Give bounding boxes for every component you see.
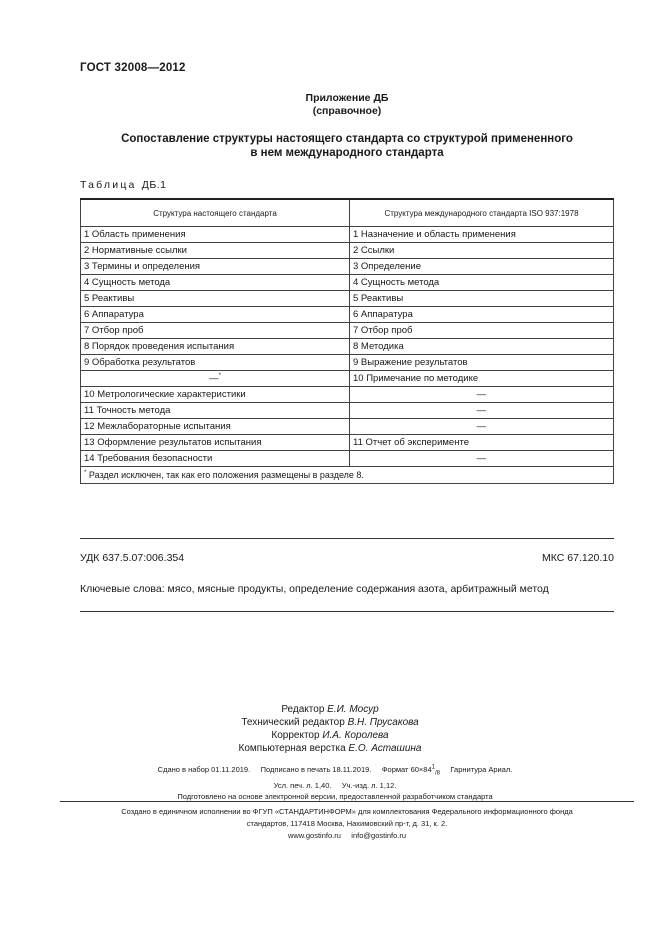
table-cell: 5 Реактивы xyxy=(81,291,350,307)
table-cell: 7 Отбор проб xyxy=(81,323,350,339)
keywords: Ключевые слова: мясо, мясные продукты, определение содержания азота, арбитражный метод xyxy=(80,583,549,595)
table-row xyxy=(81,275,614,291)
table-cell: 5 Реактивы xyxy=(350,291,614,307)
footnote-marker: * xyxy=(218,372,221,379)
table-cell-dash: — xyxy=(350,419,614,435)
table-row xyxy=(81,419,614,435)
table-cell-dash: — xyxy=(350,451,614,467)
table-cell-dash xyxy=(81,371,350,387)
mks-code: МКС 67.120.10 xyxy=(542,552,614,564)
table-row xyxy=(81,435,614,451)
divider-publisher xyxy=(60,801,634,802)
table-cell: 9 Выражение результатов xyxy=(350,355,614,371)
staff-name: И.А. Королева xyxy=(322,730,389,741)
section-title-line-1: Сопоставление структуры настоящего стандарта со структурой примененного xyxy=(121,133,573,145)
table-cell: 9 Обработка результатов xyxy=(81,355,350,371)
staff-line xyxy=(100,742,560,755)
table-cell: 3 Определение xyxy=(350,259,614,275)
table-cell: 13 Оформление результатов испытания xyxy=(81,435,350,451)
table-cell: 6 Аппаратура xyxy=(81,307,350,323)
table-cell-dash: — xyxy=(350,387,614,403)
appendix-heading xyxy=(80,92,614,118)
print-info-line-3: Подготовлено на основе электронной версии, предоставленной разработчиком стандарта xyxy=(177,791,493,801)
table-row xyxy=(81,355,614,371)
table-row xyxy=(81,307,614,323)
table-label-word: Таблица xyxy=(80,179,137,191)
section-title xyxy=(80,132,614,160)
dash-text: — xyxy=(209,373,219,384)
table-cell: 1 Назначение и область применения xyxy=(350,227,614,243)
table-cell: 4 Сущность метода xyxy=(350,275,614,291)
table-row xyxy=(81,339,614,355)
format-sup: 1 xyxy=(431,764,435,771)
staff-line xyxy=(100,703,560,716)
table-header-cell: Структура международного стандарта ISO 937:1978 xyxy=(350,199,614,227)
staff-line xyxy=(100,716,560,729)
section-title-line-2: в нем международного стандарта xyxy=(250,147,444,159)
divider-bottom xyxy=(80,611,614,612)
print-info-line-2: Усл. печ. л. 1,40. Уч.-изд. л. 1,12. xyxy=(273,780,397,790)
typeset-date: Сдано в набор 01.11.2019. xyxy=(157,765,251,774)
table-row xyxy=(81,403,614,419)
publisher-line-2: стандартов, 117418 Москва, Нахимовский пр-т, д. 31, к. 2. xyxy=(246,819,448,828)
staff-role: Компьютерная верстка xyxy=(238,743,346,754)
signed-date: Подписано в печать 18.11.2019. xyxy=(260,765,372,774)
table-cell: 2 Ссылки xyxy=(350,243,614,259)
table-cell: 8 Порядок проведения испытания xyxy=(81,339,350,355)
table-header-row xyxy=(81,199,614,227)
table-cell-dash: — xyxy=(350,403,614,419)
table-header-cell: Структура настоящего стандарта xyxy=(81,199,350,227)
table-cell: 3 Термины и определения xyxy=(81,259,350,275)
staff-line xyxy=(100,729,560,742)
format: Формат 60×84 xyxy=(381,765,432,774)
divider-top xyxy=(80,538,614,539)
table-footnote xyxy=(81,467,614,484)
staff-name: Е.О. Асташина xyxy=(348,743,422,754)
table-cell: 11 Точность метода xyxy=(81,403,350,419)
print-info xyxy=(100,764,570,802)
table-cell: 14 Требования безопасности xyxy=(81,451,350,467)
table-row xyxy=(81,451,614,467)
document-code: ГОСТ 32008—2012 xyxy=(80,62,186,74)
table-cell: 11 Отчет об эксперименте xyxy=(350,435,614,451)
table-cell: 7 Отбор проб xyxy=(350,323,614,339)
table-cell: 6 Аппаратура xyxy=(350,307,614,323)
comparison-table xyxy=(80,198,614,484)
footnote-text: Раздел исключен, так как его положения размещены в разделе 8. xyxy=(88,469,364,480)
table-cell: 1 Область применения xyxy=(81,227,350,243)
editorial-staff xyxy=(100,703,560,755)
table-cell: 8 Методика xyxy=(350,339,614,355)
publisher-line-3: www.gostinfo.ru info@gostinfo.ru xyxy=(287,831,407,840)
print-info-line-1 xyxy=(100,764,570,780)
table-row xyxy=(81,387,614,403)
table-row xyxy=(81,291,614,307)
table-label xyxy=(80,179,166,191)
format-sub: /8 xyxy=(434,770,440,777)
staff-role: Технический редактор xyxy=(241,717,345,728)
table-row xyxy=(81,371,614,387)
table-row xyxy=(81,243,614,259)
appendix-title: Приложение ДБ xyxy=(305,92,389,104)
typeface: Гарнитура Ариал. xyxy=(450,765,513,774)
staff-name: Е.И. Мосур xyxy=(327,704,379,715)
udk-code: УДК 637.5.07:006.354 xyxy=(80,552,185,564)
staff-name: В.Н. Прусакова xyxy=(347,717,419,728)
table-row xyxy=(81,259,614,275)
publisher-info xyxy=(70,806,624,842)
publisher-line-1: Создано в единичном исполнении во ФГУП «СТАНДАРТИНФОРМ» для комплектования Федерального информационного фонда xyxy=(121,807,573,816)
table-cell: 2 Нормативные ссылки xyxy=(81,243,350,259)
table-row xyxy=(81,323,614,339)
table-cell: 10 Метрологические характеристики xyxy=(81,387,350,403)
table-label-number: ДБ.1 xyxy=(141,179,167,191)
table-cell: 12 Межлабораторные испытания xyxy=(81,419,350,435)
staff-role: Редактор xyxy=(281,704,325,715)
footnote-marker: * xyxy=(84,469,87,476)
table-cell: 4 Сущность метода xyxy=(81,275,350,291)
table-footnote-row xyxy=(81,467,614,484)
staff-role: Корректор xyxy=(271,730,320,741)
appendix-subtitle: (справочное) xyxy=(312,105,382,117)
table-row xyxy=(81,227,614,243)
table-cell: 10 Примечание по методике xyxy=(350,371,614,387)
